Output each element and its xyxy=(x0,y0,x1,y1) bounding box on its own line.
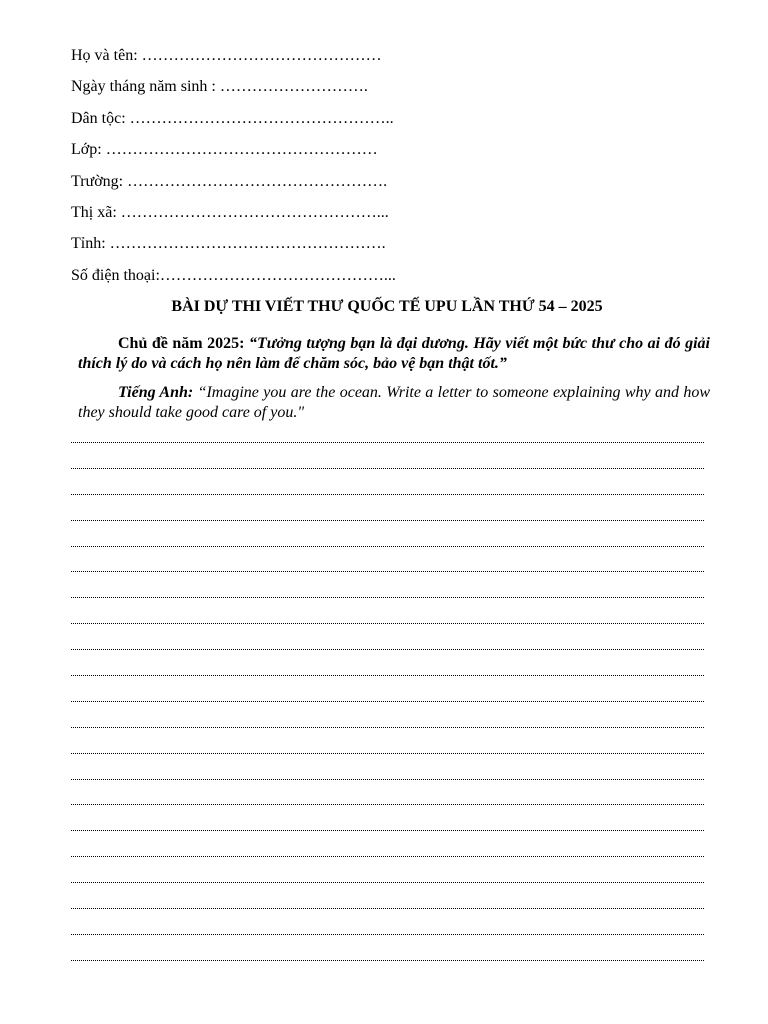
writing-line[interactable] xyxy=(71,856,704,857)
contest-title: BÀI DỰ THI VIẾT THƯ QUỐC TẾ UPU LẦN THỨ 54 – 2025 xyxy=(171,298,603,315)
topic-english xyxy=(78,383,710,423)
field-dots: …………………………………………. xyxy=(123,172,388,190)
field-town[interactable] xyxy=(71,202,711,233)
field-province[interactable] xyxy=(71,233,711,264)
writing-line[interactable] xyxy=(71,908,704,909)
writing-area[interactable] xyxy=(71,442,704,986)
writing-line[interactable] xyxy=(71,701,704,702)
field-dots: ……………………………………… xyxy=(137,47,382,64)
field-dots: ……………………………………………. xyxy=(105,235,386,253)
field-phone[interactable] xyxy=(71,265,711,296)
writing-line[interactable] xyxy=(71,546,704,547)
field-dots: …………………………………………... xyxy=(116,203,389,221)
field-full-name[interactable] xyxy=(71,45,711,76)
personal-info-fields xyxy=(71,45,711,296)
field-label: Dân tộc: xyxy=(71,109,126,127)
field-label: Thị xã: xyxy=(71,203,117,221)
field-dots: …………………………………………… xyxy=(101,141,378,159)
writing-line[interactable] xyxy=(71,830,704,831)
writing-line[interactable] xyxy=(71,779,704,780)
writing-line[interactable] xyxy=(71,623,704,624)
writing-line[interactable] xyxy=(71,468,704,469)
field-dots: ……………………………………... xyxy=(159,266,396,284)
writing-line[interactable] xyxy=(71,571,704,572)
field-dots: ………………………. xyxy=(215,78,368,96)
field-label: Tỉnh: xyxy=(71,235,106,253)
field-label: Lớp: xyxy=(71,141,102,159)
writing-line[interactable] xyxy=(71,649,704,650)
topic-vietnamese xyxy=(78,334,710,374)
field-ethnicity[interactable] xyxy=(71,108,711,139)
field-label: Số điện thoại: xyxy=(71,266,160,284)
writing-line[interactable] xyxy=(71,494,704,495)
writing-line[interactable] xyxy=(71,597,704,598)
topic-en-label: Tiếng Anh: xyxy=(118,384,194,401)
writing-line[interactable] xyxy=(71,675,704,676)
topic-en-quote: “Imagine you are the ocean. Write a letter to someone explaining why and how they should take good care of you." xyxy=(78,384,711,421)
field-school[interactable] xyxy=(71,171,711,202)
field-class[interactable] xyxy=(71,139,711,170)
field-label: Ngày tháng năm sinh : xyxy=(71,78,216,96)
writing-line[interactable] xyxy=(71,442,704,443)
writing-line[interactable] xyxy=(71,520,704,521)
writing-line[interactable] xyxy=(71,882,704,883)
writing-line[interactable] xyxy=(71,934,704,935)
field-dots: ………………………………………….. xyxy=(125,109,394,127)
field-label: Trường: xyxy=(71,172,124,190)
writing-line[interactable] xyxy=(71,727,704,728)
writing-line[interactable] xyxy=(71,960,704,961)
writing-line[interactable] xyxy=(71,804,704,805)
topic-vi-label: Chủ đề năm 2025: xyxy=(118,335,249,352)
field-label: Họ và tên: xyxy=(71,47,138,64)
writing-line[interactable] xyxy=(71,753,704,754)
field-date-of-birth[interactable] xyxy=(71,76,711,107)
topic-vi-quote: “Tưởng tượng bạn là đại dương. Hãy viết một bức thư cho ai đó giải thích lý do và cách họ nên làm để chăm sóc, bảo vệ bạn thật tốt.” xyxy=(78,335,711,372)
topic-block xyxy=(78,334,710,423)
